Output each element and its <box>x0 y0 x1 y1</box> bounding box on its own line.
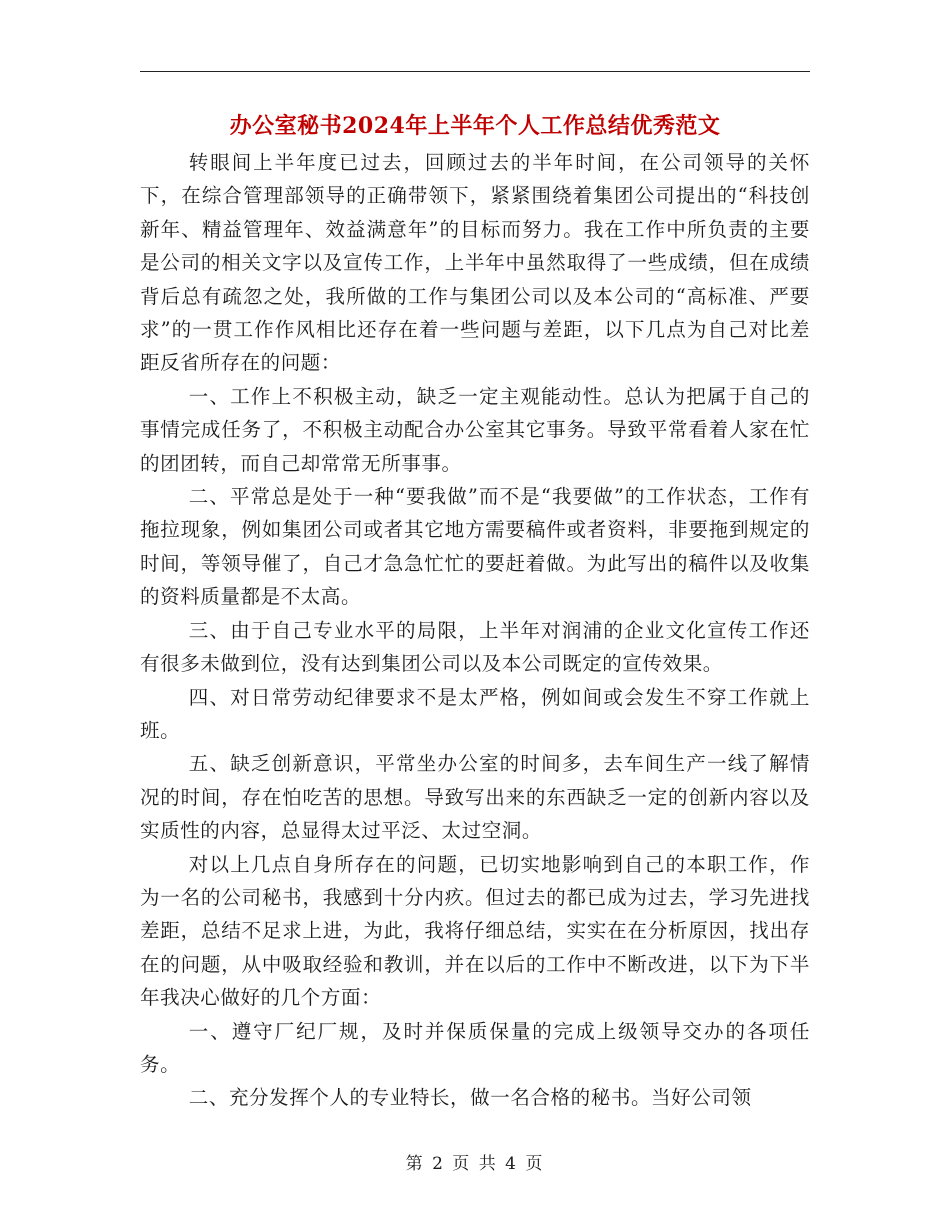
paragraph-plan-2: 二、充分发挥个人的专业特长，做一名合格的秘书。当好公司领 <box>188 1086 752 1110</box>
paragraph-problem-2: 二、平常总是处于一种“要我做”而不是“我要做”的工作状态，工作有拖拉现象，例如集团公司或者其它地方需要稿件或者资料，非要拖到规定的时间，等领导催了，自己才急急忙忙的要赶着做。为此写出的稿件以及收集的资料质量都是不太高。 <box>140 485 810 609</box>
paragraph-problem-3: 三、由于自己专业水平的局限，上半年对润浦的企业文化宣传工作还有很多未做到位，没有达到集团公司以及本公司既定的宣传效果。 <box>140 618 810 676</box>
paragraph-problem-5: 五、缺乏创新意识，平常坐办公室的时间多，去车间生产一线了解情况的时间，存在怕吃苦的思想。导致写出来的东西缺乏一定的创新内容以及实质性的内容，总显得太过平泛、太过空洞。 <box>140 752 810 843</box>
paragraph-plan-1: 一、遵守厂纪厂规，及时并保质保量的完成上级领导交办的各项任务。 <box>140 1019 810 1076</box>
document-body <box>140 146 810 1115</box>
paragraph-problem-1: 一、工作上不积极主动，缺乏一定主观能动性。总认为把属于自己的事情完成任务了，不积极主动配合办公室其它事务。导致平常看着人家在忙的团团转，而自己却常常无所事事。 <box>140 384 810 475</box>
paragraph-reflection: 对以上几点自身所存在的问题，已切实地影响到自己的本职工作，作为一名的公司秘书，我感到十分内疚。但过去的都已成为过去，学习先进找差距，总结不足求上进，为此，我将仔细总结，实实在在分析原因，找出存在的问题，从中吸取经验和教训，并在以后的工作中不断改进，以下为下半年我决心做好的几个方面： <box>140 852 810 1010</box>
page-number-footer: 第 2 页 共 4 页 <box>405 1154 545 1174</box>
paragraph-problem-4: 四、对日常劳动纪律要求不是太严格，例如间或会发生不穿工作就上班。 <box>140 685 810 742</box>
paragraph-intro: 转眼间上半年度已过去，回顾过去的半年时间，在公司领导的关怀下，在综合管理部领导的正确带领下，紧紧围绕着集团公司提出的“科技创新年、精益管理年、效益满意年”的目标而努力。我在工作中所负责的主要是公司的相关文字以及宣传工作，上半年中虽然取得了一些成绩，但在成绩背后总有疏忽之处，我所做的工作与集团公司以及本公司的“高标准、严要求”的一贯工作作风相比还存在着一些问题与差距，以下几点为自己对比差距反省所存在的问题： <box>140 151 810 375</box>
document-title: 办公室秘书2024年上半年个人工作总结优秀范文 <box>229 113 721 139</box>
header-rule <box>140 71 810 72</box>
